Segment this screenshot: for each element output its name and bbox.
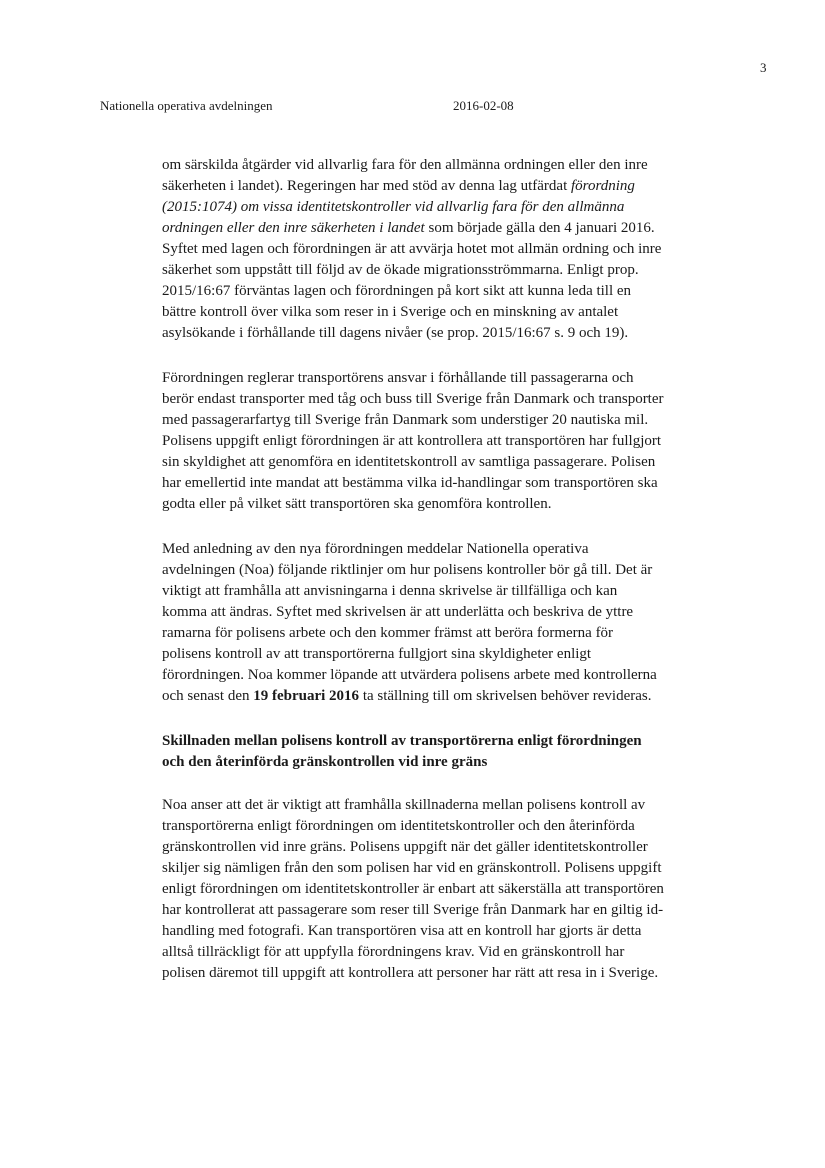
paragraph-2: Förordningen reglerar transportörens ansvar i förhållande till passagerarna och berör endast transporter med tåg och buss till Sverige från Danmark och transporter med passagerarfartyg till Sverige från Danmark som understiger 20 nautiska mil. Polisens uppgift enligt förordningen är att kontrollera att transportören har fullgjort sin skyldighet att genomföra en identitetskontroll av samtliga passagerare. Polisen har emellertid inte mandat att bestämma vilka id-handlingar som transportören ska godta eller på vilket sätt transportören ska genomföra kontrollen. (162, 370, 664, 512)
paragraph-1 (162, 155, 664, 344)
header-date: 2016-02-08 (453, 98, 514, 113)
page-number: 3 (760, 60, 767, 75)
paragraph-3-text-cont: ta ställning till om skrivelsen behöver revideras. (359, 688, 652, 704)
paragraph-1-text: om särskilda åtgärder vid allvarlig fara för den allmänna ordningen eller den inre säkerheten i landet). Regeringen har med stöd av denna lag utfärdat (162, 157, 648, 194)
paragraph-3-text: Med anledning av den nya förordningen meddelar Nationella operativa avdelningen (Noa) följande riktlinjer om hur polisens kontroller bör gå till. Det är viktigt att framhålla att anvisningarna i denna skrivelse är tillfälliga och kan komma att ändras. Syftet med skrivelsen är att underlätta och beskriva de yttre ramarna för polisens arbete och den kommer främst att beröra formerna för polisens kontroll av att transportörerna fullgjort sina skyldigheter enligt förordningen. Noa kommer löpande att utvärdera polisens arbete med kontrollerna och senast den (162, 541, 657, 704)
paragraph-3 (162, 539, 664, 707)
paragraph-1-text-cont: som började gälla den 4 januari 2016. Syftet med lagen och förordningen är att avvärja hotet mot allmän ordning och inre säkerhet som uppstått till följd av de ökade migrationsströmmarna. Enligt prop. 2015/16:67 förväntas lagen och förordningen på kort sikt att kunna leda till en bättre kontroll över vilka som reser in i Sverige och en minskning av antalet asylsökande i förhållande till dagens nivåer (se prop. 2015/16:67 s. 9 och 19). (162, 220, 662, 341)
regulation-title: förordning (2015:1074) om vissa identitetskontroller vid allvarlig fara för den allmänna ordningen eller den inre säkerheten i landet (162, 178, 635, 236)
section-heading: Skillnaden mellan polisens kontroll av transportörerna enligt förordningen och den återinförda gränskontrollen vid inre gräns (162, 733, 642, 770)
document-body (162, 155, 664, 1008)
paragraph-4: Noa anser att det är viktigt att framhålla skillnaderna mellan polisens kontroll av transportörerna enligt förordningen om identitetskontroller och den återinförda gränskontrollen vid inre gräns. Polisens uppgift när det gäller identitetskontroller skiljer sig nämligen från den som polisen har vid en gränskontroll. Polisens uppgift enligt förordningen om identitetskontroller är enbart att säkerställa att transportören har kontrollerat att passagerare som reser till Sverige från Danmark har en giltig id-handling med fotografi. Kan transportören visa att en kontroll har gjorts är detta alltså tillräckligt för att uppfylla förordningens krav. Vid en gränskontroll har polisen däremot till uppgift att kontrollera att personer har rätt att resa in i Sverige. (162, 797, 664, 981)
deadline-date: 19 februari 2016 (253, 688, 360, 704)
header-department: Nationella operativa avdelningen (100, 98, 273, 113)
